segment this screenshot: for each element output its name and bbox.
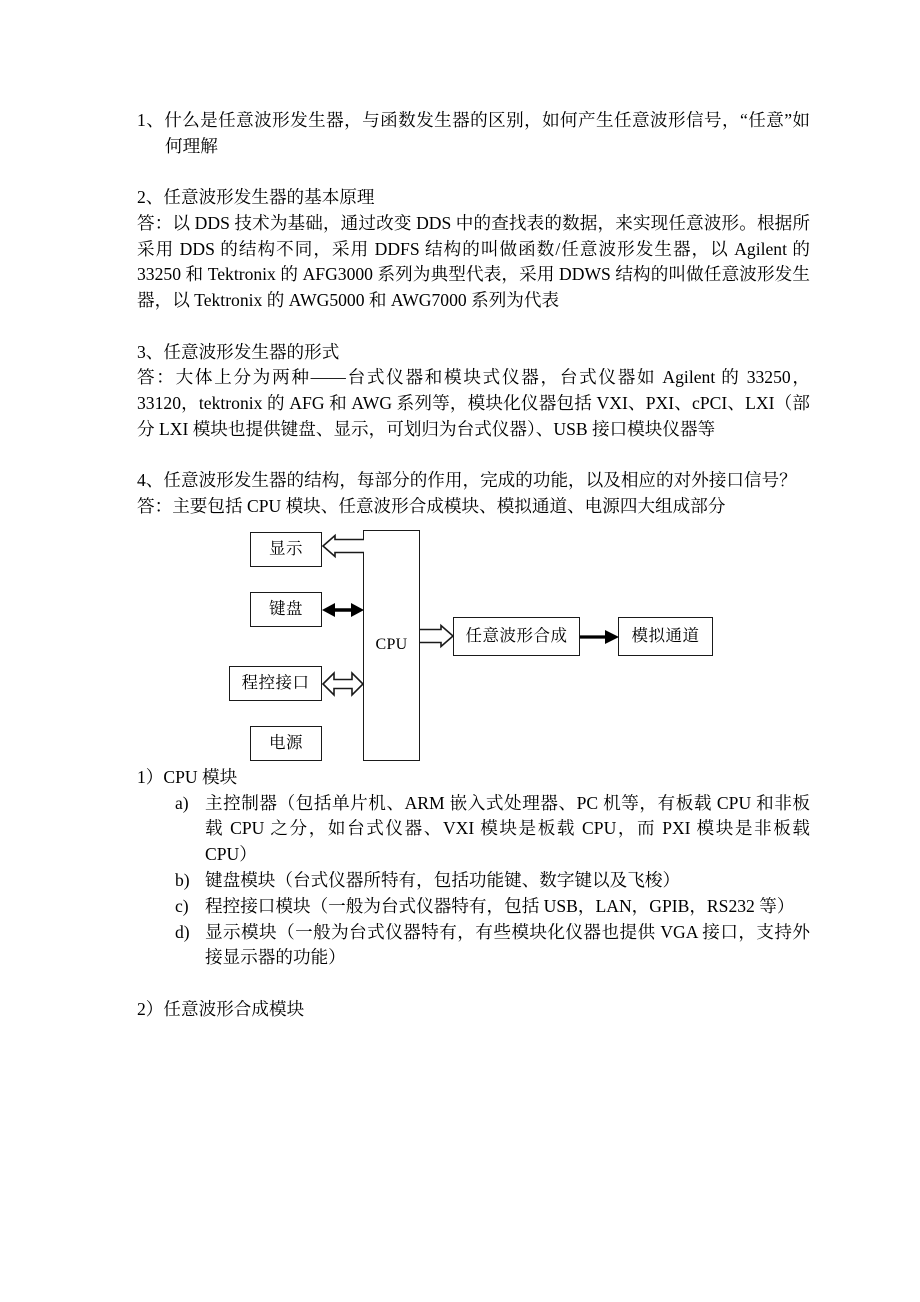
list-item-text: 程控接口模块（一般为台式仪器特有，包括 USB，LAN，GPIB，RS232 等） xyxy=(205,895,795,916)
connector-keyboard-to-cpu xyxy=(322,600,364,620)
list-item-marker: b) xyxy=(175,870,190,891)
list-item xyxy=(137,920,810,972)
connector-cpu-to-arb-synthesis xyxy=(420,625,454,647)
module-1-title xyxy=(137,765,810,791)
list-item-marker: a) xyxy=(175,792,189,813)
list-item-marker: d) xyxy=(175,921,190,942)
question-1: 1、什么是任意波形发生器，与函数发生器的区别，如何产生任意波形信号，“任意”如何理解 xyxy=(137,110,810,156)
question-3-answer: 答：大体上分为两种——台式仪器和模块式仪器，台式仪器如 Agilent 的 33250，33120，tektronix 的 AFG 和 AWG 系列等，模块化仪器包括 VXI、PXI、cPCI、LXI（部分 LXI 模块也提供键盘、显示，可划归为台式仪器）、USB 接口模块仪器等 xyxy=(137,367,810,439)
list-item-marker: c) xyxy=(175,895,189,916)
block-diagram xyxy=(137,520,810,765)
list-item-text: 主控制器（包括单片机、ARM 嵌入式处理器、PC 机等，有板载 CPU 和非板载 CPU 之分，如台式仪器、VXI 模块是板载 CPU，而 PXI 模块是非板载 CPU） xyxy=(205,792,810,865)
spacer xyxy=(137,160,810,186)
connector-arb-synthesis-to-analog-channel xyxy=(580,627,619,647)
diagram-box-keyboard: 键盘 xyxy=(250,592,322,627)
module-1-marker: 1） xyxy=(137,766,164,787)
spacer xyxy=(137,314,810,340)
diagram-box-analog-channel: 模拟通道 xyxy=(618,617,713,656)
module-1-label: CPU 模块 xyxy=(163,766,238,787)
module-2-label: 任意波形合成模块 xyxy=(163,998,305,1019)
question-4-answer: 答：主要包括 CPU 模块、任意波形合成模块、模拟通道、电源四大组成部分 xyxy=(137,496,726,517)
list-item xyxy=(137,791,810,868)
connector-cpu-to-display xyxy=(322,535,364,557)
list-item-text: 显示模块（一般为台式仪器特有，有些模块化仪器也提供 VGA 接口，支持外接显示器的功能） xyxy=(205,921,810,968)
spacer xyxy=(137,443,810,469)
connector-program-interface-to-cpu xyxy=(322,672,364,696)
diagram-box-power: 电源 xyxy=(250,726,322,761)
spacer xyxy=(137,971,810,997)
list-item xyxy=(137,868,810,894)
question-3-title: 3、任意波形发生器的形式 xyxy=(137,341,340,362)
module-2-marker: 2） xyxy=(137,998,164,1019)
module-1-sublist xyxy=(137,791,810,972)
diagram-box-program-interface: 程控接口 xyxy=(229,666,322,701)
question-2-title: 2、任意波形发生器的基本原理 xyxy=(137,187,375,208)
question-2-answer: 答：以 DDS 技术为基础，通过改变 DDS 中的查找表的数据，来实现任意波形。根据所采用 DDS 的结构不同，采用 DDFS 结构的叫做函数/任意波形发生器，以 Agilent 的 33250 和 Tektronix 的 AFG3000 系列为典型代表，采用 DDWS 结构的叫做任意波形发生器，以 Tektronix 的 AWG5000 和 AWG7000 系列为代表 xyxy=(137,212,815,311)
document-content xyxy=(137,108,815,1023)
diagram-box-arb-synthesis: 任意波形合成 xyxy=(453,617,580,656)
question-4-title: 4、任意波形发生器的结构，每部分的作用，完成的功能，以及相应的对外接口信号？ xyxy=(137,470,797,491)
list-item xyxy=(137,894,810,920)
diagram-box-cpu: CPU xyxy=(363,530,420,761)
diagram-box-display: 显示 xyxy=(250,532,322,567)
list-item-text: 键盘模块（台式仪器所特有，包括功能键、数字键以及飞梭） xyxy=(205,870,681,891)
module-2-title xyxy=(137,997,810,1023)
